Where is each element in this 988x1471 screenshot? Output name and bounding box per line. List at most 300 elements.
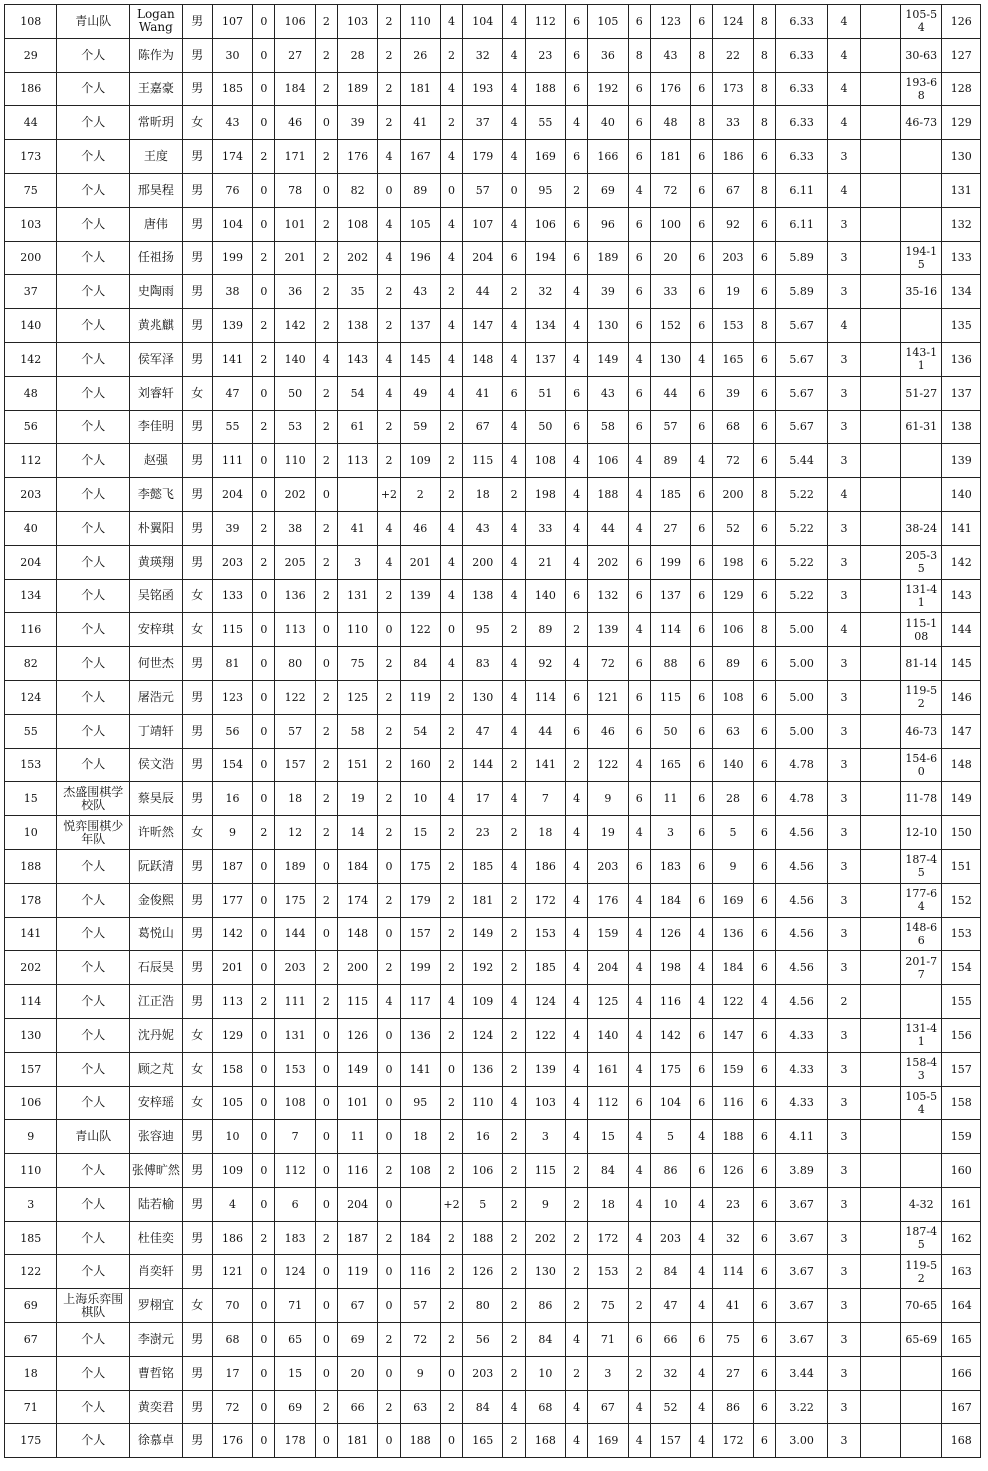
table-cell [860,1086,900,1120]
table-cell: 136 [713,917,753,951]
table-cell: 55 [525,106,565,140]
table-cell: 75 [713,1323,753,1357]
table-cell: 4 [628,1052,650,1086]
table-cell: 184 [275,72,315,106]
table-cell: 2 [253,410,275,444]
table-cell: 3 [828,140,860,174]
table-cell: 46 [275,106,315,140]
table-cell [860,1018,900,1052]
table-cell: 4 [628,1120,650,1154]
table-cell: 3 [828,241,860,275]
table-cell [901,309,942,343]
table-cell: 9 [5,1120,57,1154]
table-cell: 39 [212,511,252,545]
table-cell: 个人 [57,38,130,72]
table-cell: 2 [440,714,462,748]
table-cell: 6 [628,1086,650,1120]
table-cell: 4 [378,511,400,545]
table-cell: 68 [212,1323,252,1357]
table-cell: 137 [400,309,440,343]
table-cell: 0 [378,1289,400,1323]
table-cell: 蔡昊辰 [130,782,182,816]
table-cell: 2 [503,816,525,850]
table-cell: 193 [463,72,503,106]
table-row [5,1187,981,1221]
table-cell: 139 [212,309,252,343]
table-cell: 43 [400,275,440,309]
table-row [5,1289,981,1323]
table-cell: 6 [753,680,775,714]
table-cell: 4 [212,1187,252,1221]
table-cell: 个人 [57,173,130,207]
table-cell: 41 [463,376,503,410]
table-cell: 3 [828,782,860,816]
table-cell: 54 [337,376,377,410]
table-cell [860,511,900,545]
table-cell: 2 [440,951,462,985]
table-cell: 青山队 [57,5,130,39]
table-row [5,241,981,275]
table-cell: 4 [691,1120,713,1154]
table-cell: 4 [440,985,462,1019]
table-cell: 4.56 [775,849,827,883]
table-cell: 2 [566,1255,588,1289]
table-cell: 2 [253,140,275,174]
table-cell: 115 [525,1154,565,1188]
table-cell: 个人 [57,1255,130,1289]
table-cell: 6 [566,241,588,275]
table-cell: 28 [713,782,753,816]
table-cell: 2 [315,309,337,343]
table-cell: 2 [440,1154,462,1188]
table-cell: 43 [212,106,252,140]
table-cell: 188 [5,849,57,883]
table-cell: 0 [253,1120,275,1154]
table-cell: 3 [828,579,860,613]
table-cell: 2 [315,748,337,782]
table-cell: 2 [378,38,400,72]
table-cell: 131-41 [901,1018,942,1052]
table-cell: 105 [212,1086,252,1120]
table-cell: 4 [440,309,462,343]
table-cell: 5 [650,1120,690,1154]
table-cell: 个人 [57,748,130,782]
table-cell: 4 [691,1390,713,1424]
table-cell: 5.22 [775,478,827,512]
table-cell: 0 [253,1289,275,1323]
table-cell: 2 [253,342,275,376]
table-cell: 3 [588,1356,628,1390]
table-cell: 2 [315,782,337,816]
table-cell [860,1187,900,1221]
table-cell: 4 [566,1323,588,1357]
table-cell: 140 [525,579,565,613]
table-cell: 110 [5,1154,57,1188]
table-cell [901,478,942,512]
table-row [5,782,981,816]
table-cell: 4 [566,647,588,681]
table-cell: 106 [588,444,628,478]
table-cell: 108 [337,207,377,241]
table-cell: 男 [182,1255,212,1289]
table-cell: 男 [182,1120,212,1154]
table-cell: 8 [753,309,775,343]
table-cell: 0 [253,5,275,39]
table-cell: 0 [378,1356,400,1390]
table-cell: 44 [588,511,628,545]
table-cell: 115-108 [901,613,942,647]
table-cell: 44 [463,275,503,309]
table-cell: 5.22 [775,511,827,545]
table-cell: 张容迪 [130,1120,182,1154]
table-cell: 103 [337,5,377,39]
table-cell: 4 [566,545,588,579]
table-cell: 160 [400,748,440,782]
table-cell: 4 [691,1255,713,1289]
table-cell: 23 [713,1187,753,1221]
table-cell [860,613,900,647]
table-cell [901,1424,942,1458]
table-cell [860,444,900,478]
table-row [5,579,981,613]
table-cell: 4 [440,579,462,613]
table-cell: 4 [691,1221,713,1255]
table-cell: 96 [588,207,628,241]
table-cell: 2 [378,1390,400,1424]
table-cell: 2 [253,309,275,343]
table-cell: 17 [212,1356,252,1390]
table-cell: 133 [212,579,252,613]
table-cell: 30 [212,38,252,72]
table-cell: 189 [588,241,628,275]
table-cell: 0 [503,173,525,207]
table-cell: 172 [588,1221,628,1255]
table-cell: 9 [525,1187,565,1221]
table-cell: 130 [588,309,628,343]
table-cell: 8 [753,5,775,39]
table-cell: 6 [691,680,713,714]
table-cell: 103 [525,1086,565,1120]
table-cell: 157 [5,1052,57,1086]
table-cell: 67 [713,173,753,207]
table-cell: 4 [566,275,588,309]
table-cell: 4-32 [901,1187,942,1221]
table-cell: 65 [275,1323,315,1357]
table-cell: 48 [5,376,57,410]
table-row [5,680,981,714]
table-cell: 101 [337,1086,377,1120]
table-cell: 4 [691,917,713,951]
table-cell: 2 [315,985,337,1019]
table-cell: 6 [753,376,775,410]
table-cell: 6.33 [775,5,827,39]
table-cell: 129 [713,579,753,613]
table-cell: 119 [400,680,440,714]
table-cell: 0 [315,1255,337,1289]
table-cell: 4 [566,1086,588,1120]
table-cell: 201 [212,951,252,985]
table-cell: 悦弈围棋少年队 [57,816,130,850]
table-row [5,342,981,376]
table-cell: 167 [942,1390,981,1424]
table-cell: 4 [828,5,860,39]
table-row [5,376,981,410]
table-cell: 2 [566,1221,588,1255]
table-cell: 8 [628,38,650,72]
table-cell: 8 [753,173,775,207]
table-cell: 184 [713,951,753,985]
table-row [5,72,981,106]
table-cell: 134 [525,309,565,343]
table-cell: 2 [315,680,337,714]
table-cell: 68 [525,1390,565,1424]
table-cell: 6 [691,410,713,444]
table-cell: 175 [5,1424,57,1458]
table-cell [860,1154,900,1188]
table-cell: Logan Wang [130,5,182,39]
table-cell: 124 [463,1018,503,1052]
table-cell [860,647,900,681]
table-cell: 0 [253,1154,275,1188]
table-cell: 188 [463,1221,503,1255]
table-cell: 92 [713,207,753,241]
table-cell: 3 [828,1323,860,1357]
table-cell: 3 [828,444,860,478]
table-cell: 41 [713,1289,753,1323]
table-cell [860,883,900,917]
table-cell: 162 [942,1221,981,1255]
table-cell: 6.11 [775,207,827,241]
table-cell: 158-43 [901,1052,942,1086]
table-cell: 159 [942,1120,981,1154]
table-cell: 149 [463,917,503,951]
table-cell: 134 [5,579,57,613]
table-cell: 67 [463,410,503,444]
table-row [5,1390,981,1424]
table-cell: 0 [440,1052,462,1086]
table-cell: 4 [691,985,713,1019]
table-cell: 个人 [57,545,130,579]
table-cell: 169 [525,140,565,174]
table-cell: 114 [650,613,690,647]
table-cell: 57 [650,410,690,444]
table-cell: 男 [182,241,212,275]
table-cell: 165 [713,342,753,376]
table-cell: 10 [212,1120,252,1154]
table-cell: 3 [828,849,860,883]
table-cell: 6 [628,207,650,241]
table-cell: 4 [566,917,588,951]
table-cell: 15 [5,782,57,816]
table-cell: 149 [337,1052,377,1086]
table-cell: 4 [503,511,525,545]
table-cell: 72 [650,173,690,207]
table-cell: 男 [182,173,212,207]
table-cell: 史陶雨 [130,275,182,309]
table-cell: 4 [315,342,337,376]
table-cell: 37 [463,106,503,140]
table-cell: 176 [650,72,690,106]
table-cell: 男 [182,1221,212,1255]
table-cell: 6 [566,72,588,106]
table-cell: 176 [588,883,628,917]
table-cell: 152 [942,883,981,917]
table-cell: 安梓瑶 [130,1086,182,1120]
table-cell: 12-10 [901,816,942,850]
table-cell: 男 [182,207,212,241]
table-cell: 183 [650,849,690,883]
table-cell: 2 [440,748,462,782]
table-row [5,985,981,1019]
table-cell: 198 [525,478,565,512]
table-cell: 46-73 [901,714,942,748]
table-cell: 100 [650,207,690,241]
table-cell: 3 [828,545,860,579]
table-cell: 2 [503,1187,525,1221]
table-cell: 2 [440,816,462,850]
table-cell: 2 [378,782,400,816]
table-cell: 158 [212,1052,252,1086]
table-cell: 139 [525,1052,565,1086]
table-cell: 130 [5,1018,57,1052]
table-cell [860,816,900,850]
table-cell: 6 [753,1018,775,1052]
table-cell [337,478,377,512]
table-cell: 173 [5,140,57,174]
table-cell: 4 [440,207,462,241]
table-cell: 108 [5,5,57,39]
table-cell [901,1390,942,1424]
table-cell: 6 [691,511,713,545]
table-cell: 6 [753,1255,775,1289]
table-cell [860,1120,900,1154]
table-cell: 6 [628,140,650,174]
table-cell: 179 [463,140,503,174]
table-cell: 121 [212,1255,252,1289]
table-cell: 男 [182,782,212,816]
table-cell: 6 [753,275,775,309]
table-row [5,140,981,174]
table-cell: 4 [378,545,400,579]
table-cell: 曹哲铭 [130,1356,182,1390]
table-cell: 186 [713,140,753,174]
table-cell: 4.11 [775,1120,827,1154]
table-cell: 4 [440,782,462,816]
table-cell: 138 [942,410,981,444]
table-cell: 0 [253,1052,275,1086]
table-cell: 154-60 [901,748,942,782]
table-cell: 6 [691,849,713,883]
table-cell: 男 [182,72,212,106]
table-cell [901,173,942,207]
table-cell: 葛悦山 [130,917,182,951]
table-cell: 4 [691,1356,713,1390]
table-cell: 6 [628,376,650,410]
table-cell: 4 [628,951,650,985]
table-cell: 0 [315,1018,337,1052]
table-cell: 126 [650,917,690,951]
table-cell: 141 [212,342,252,376]
table-cell: 125 [337,680,377,714]
table-cell: 111 [212,444,252,478]
table-cell: 2 [378,714,400,748]
table-cell: 3 [650,816,690,850]
table-cell: 0 [378,1255,400,1289]
table-cell: 3 [828,376,860,410]
table-row [5,1154,981,1188]
table-cell: 2 [566,613,588,647]
table-cell: 188 [525,72,565,106]
table-cell: 0 [253,782,275,816]
table-cell: 23 [525,38,565,72]
table-cell: 2 [315,579,337,613]
table-row [5,106,981,140]
table-cell: 177 [212,883,252,917]
table-cell: 47 [212,376,252,410]
table-cell: 安梓琪 [130,613,182,647]
table-cell: 6 [691,241,713,275]
table-cell [860,579,900,613]
table-cell [860,917,900,951]
table-cell: 4 [628,342,650,376]
table-cell: 184 [400,1221,440,1255]
table-cell: 6 [566,410,588,444]
table-cell: 186 [525,849,565,883]
table-cell: 个人 [57,714,130,748]
table-cell: 0 [253,714,275,748]
table-cell: 3.67 [775,1255,827,1289]
table-cell: 0 [253,883,275,917]
table-cell: 6 [691,1154,713,1188]
table-cell: 105-54 [901,1086,942,1120]
table-cell: 陈作为 [130,38,182,72]
table-row [5,951,981,985]
table-cell: 142 [942,545,981,579]
table-cell: 0 [315,106,337,140]
table-cell: 10 [5,816,57,850]
table-cell: 30-63 [901,38,942,72]
table-cell: 黄奕君 [130,1390,182,1424]
table-cell: 159 [588,917,628,951]
table-cell: 3.67 [775,1323,827,1357]
table-cell: 4 [503,72,525,106]
table-row [5,917,981,951]
table-cell: 9 [713,849,753,883]
table-cell: 70 [212,1289,252,1323]
table-cell: 5.89 [775,241,827,275]
table-cell [860,782,900,816]
table-cell: 18 [400,1120,440,1154]
table-cell [860,1255,900,1289]
table-cell: 个人 [57,410,130,444]
table-cell: 男 [182,545,212,579]
table-cell: 168 [525,1424,565,1458]
table-cell: 个人 [57,342,130,376]
table-cell: 203 [5,478,57,512]
table-cell: 吴铭函 [130,579,182,613]
table-cell: 男 [182,680,212,714]
table-cell: 124 [525,985,565,1019]
table-cell: 唐伟 [130,207,182,241]
table-cell: 11 [337,1120,377,1154]
table-cell: 2 [315,1390,337,1424]
table-cell: 6 [753,207,775,241]
table-cell: 104 [463,5,503,39]
table-cell: 104 [212,207,252,241]
table-cell: 6 [753,1424,775,1458]
table-cell [860,1323,900,1357]
table-cell: 0 [378,917,400,951]
